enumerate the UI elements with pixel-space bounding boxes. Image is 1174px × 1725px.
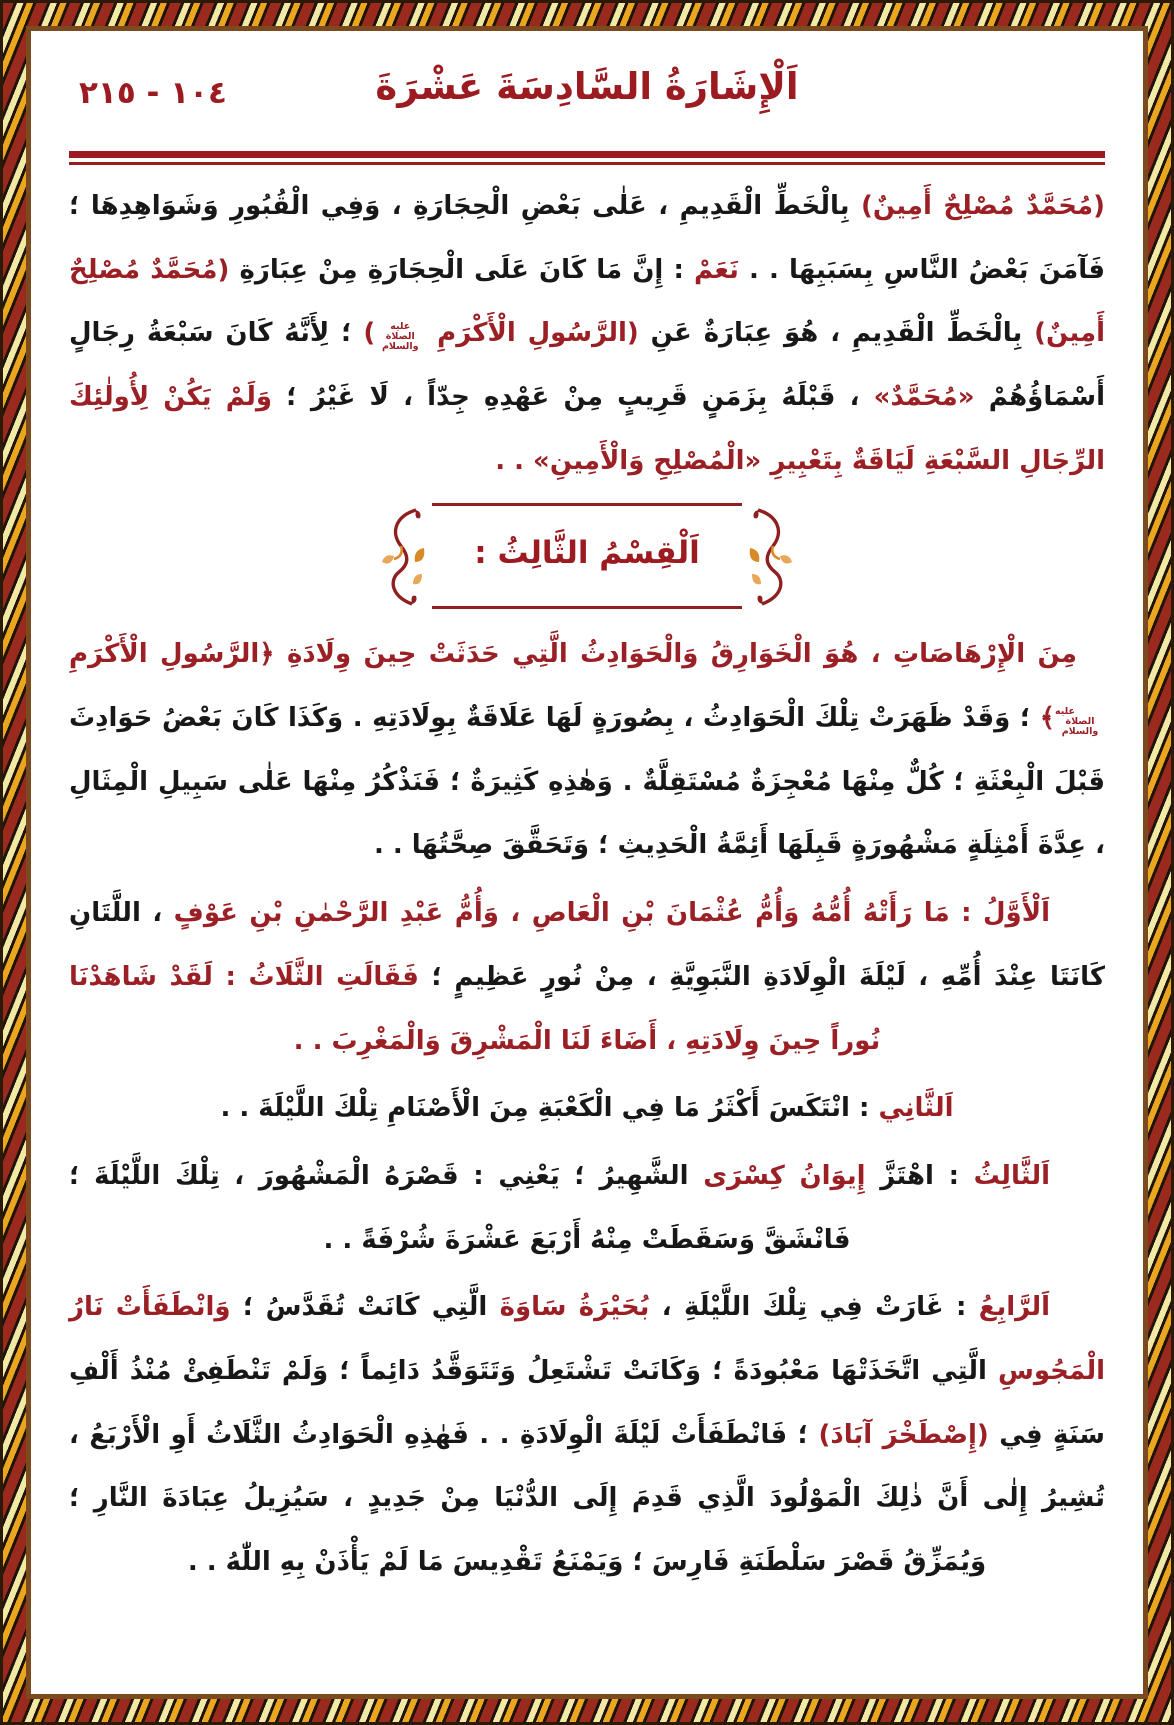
text-run: اَلرَّابِعُ — [978, 1292, 1051, 1323]
text-run: ، قَبْلَهُ بِزَمَنٍ قَرِيبٍ مِنْ عَهْدِهِ جِدّاً ، لَا غَيْرُ ؛ — [272, 382, 874, 413]
text-run: (إِصْطَخْرَ آبَادَ) — [818, 1419, 989, 1450]
floral-ornament-right-icon — [742, 503, 794, 609]
text-run: بِالْخَطِّ الْقَدِيمِ ، هُوَ عِبَارَةٌ عَنِ — [638, 318, 1035, 349]
text-run: اَلثَّالِثُ — [973, 1160, 1050, 1191]
paragraph-group-bottom — [69, 623, 1105, 1594]
page-content — [69, 175, 1105, 1595]
text-run: ﴾ — [1039, 703, 1055, 734]
text-run: ؛ وَقَدْ ظَهَرَتْ تِلْكَ الْحَوَادِثُ ، بِصُورَةٍ لَهَا عَلَاقَةٌ بِوِلَادَتِهِ . وَكَذَا كَانَ بَعْضُ حَوَادِثَ قَبْلَ الْبِعْثَةِ ؛ كُلٌّ مِنْهَا مُعْجِزَةٌ مُسْتَقِلَّةٌ . وَهٰذِهِ كَثِيرَةٌ ؛ فَنَذْكُرُ مِنْهَا عَلٰى سَبِيلِ الْمِثَالِ ، عِدَّةَ أَمْثِلَةٍ مَشْهُورَةٍ قَبِلَهَا أَئِمَّةُ الْحَدِيثِ ؛ وَتَحَقَّقَ صِحَّتُهَا . . — [69, 703, 1105, 861]
text-run: اَلْأَوَّلُ : مَا رَأَتْهُ أُمُّهُ وَأُمُّ عُثْمَانَ بْنِ الْعَاصِ ، وَأُمُّ عَبْدِ الرَّحْمٰنِ بْنِ عَوْفٍ — [173, 898, 1050, 929]
text-run: (مُحَمَّدٌ مُصْلِحٌ أَمِينٌ) — [849, 191, 1106, 221]
text-run: وَانْطَفَأَتْ نَارُ الْمَجُوسِ — [69, 1292, 1105, 1386]
page-header — [69, 57, 1105, 135]
section-divider-label: اَلْقِسْمُ الثَّالِثُ : — [432, 503, 742, 609]
text-run: الشَّهِيرُ ؛ يَعْنِي : قَصْرَهُ الْمَشْهُورَ ، تِلْكَ اللَّيْلَةَ ؛ فَانْشَقَّ وَسَقَطَتْ مِنْهُ أَرْبَعَ عَشْرَةَ شُرْفَةً . . — [69, 1160, 851, 1255]
text-run: ، اللَّتَانِ كَانَتَا عِنْدَ أُمِّهِ ، لَيْلَةَ الْوِلَادَةِ النَّبَوِيَّةِ ، مِنْ نُورٍ عَظِيمٍ ؛ — [69, 898, 1105, 992]
text-run: «مُحَمَّدٌ» — [873, 382, 975, 413]
text-run: مِنَ الْإِرْهَاصَاتِ ، هُوَ الْخَوَارِقُ وَالْحَوَادِثُ الَّتِي حَدَثَتْ حِينَ وِلَادَةِ ﴿الرَّسُولِ الْأَكْرَمِ — [69, 639, 1077, 670]
text-run: (الرَّسُولِ الْأَكْرَمِ — [425, 318, 639, 349]
text-run: فَقَالَتِ الثَّلَاثُ : لَقَدْ شَاهَدْنَا نُوراً حِينَ وِلَادَتِهِ ، أَضَاءَ لَنَا الْمَشْرِقَ وَالْمَغْرِبَ . . — [69, 961, 881, 1056]
text-run: الَّتِي اتَّخَذَتْهَا مَعْبُودَةً ؛ وَكَانَتْ تَشْتَعِلُ وَتَتَوَقَّدُ دَائِماً ؛ وَلَمْ تَنْطَفِئْ مُنْذُ أَلْفِ سَنَةٍ فِي — [69, 1355, 1106, 1450]
page-title: اَلْإِشَارَةُ السَّادِسَةَ عَشْرَةَ — [375, 65, 799, 108]
salawat-mark: عليه الصلاة والسلام — [1054, 706, 1099, 738]
paragraph-group-top — [69, 175, 1105, 493]
text-run: بُحَيْرَةُ سَاوَةَ — [499, 1292, 650, 1323]
page-inner-area — [26, 26, 1148, 1699]
text-run: الَّتِي كَانَتْ تُقَدَّسُ ؛ — [230, 1292, 500, 1323]
paragraph — [69, 175, 1105, 493]
page-numbers: ١٠٤ - ٢١٥ — [79, 75, 227, 111]
salawat-mark: عليه الصلاة والسلام — [381, 321, 419, 353]
paragraph — [69, 623, 1105, 878]
header-double-rule — [69, 151, 1105, 165]
paragraph — [69, 1077, 1105, 1141]
text-run: ) — [351, 318, 376, 349]
paragraph — [69, 1145, 1105, 1272]
text-run: ؛ فَانْطَفَأَتْ لَيْلَةَ الْوِلَادَةِ . . فَهٰذِهِ الْحَوَادِثُ الثَّلَاثُ أَوِ الْأَرْبَعُ ، تُشِيرُ إِلٰى أَنَّ ذٰلِكَ الْمَوْلُودَ الَّذِي قَدِمَ إِلَى الدُّنْيَا مِنْ جَدِيدٍ ، سَيُزِيلُ عِبَادَةَ النَّارِ ؛ وَيُمَزِّقُ قَصْرَ سَلْطَنَةِ فَارِسَ ؛ وَيَمْنَعُ تَقْدِيسَ مَا لَمْ يَأْذَنْ بِهِ اللّٰهُ . . — [69, 1419, 1105, 1577]
paragraph — [69, 882, 1105, 1073]
text-run: : انْتَكَسَ أَكْثَرُ مَا فِي الْكَعْبَةِ مِنَ الْأَصْنَامِ تِلْكَ اللَّيْلَةَ . . — [220, 1093, 879, 1124]
text-run: نَعَمْ — [694, 254, 739, 285]
text-run: إِيوَانُ كِسْرَى — [703, 1160, 866, 1191]
paragraph — [69, 1276, 1105, 1594]
text-run: : غَارَتْ فِي تِلْكَ اللَّيْلَةِ ، — [649, 1292, 979, 1323]
text-run: ؛ لِأَنَّهُ كَانَ سَبْعَةُ رِجَالٍ أَسْمَاؤُهُمْ — [69, 318, 1105, 413]
text-run: اَلثَّانِي — [878, 1093, 954, 1124]
text-run: وَلَمْ يَكُنْ لِأُولٰئِكَ الرِّجَالِ السَّبْعَةِ لَيَاقَةٌ بِتَعْبِيرِ «الْمُصْلِحِ وَالْأَمِينِ» . . — [69, 382, 1105, 476]
section-divider — [380, 503, 794, 609]
text-run: : اهْتَزَّ — [865, 1160, 974, 1191]
text-run: بِالْخَطِّ الْقَدِيمِ ، عَلٰى بَعْضِ الْحِجَارَةِ ، وَفِي الْقُبُورِ وَشَوَاهِدِهَا ؛ فَآمَنَ بَعْضُ النَّاسِ بِسَبَبِهَا . . — [69, 191, 1105, 285]
text-run: : إِنَّ مَا كَانَ عَلَى الْحِجَارَةِ مِنْ عِبَارَةِ — [229, 254, 695, 285]
text-run: (مُحَمَّدٌ مُصْلِحٌ أَمِينٌ) — [69, 254, 1106, 349]
floral-ornament-left-icon — [380, 503, 432, 609]
